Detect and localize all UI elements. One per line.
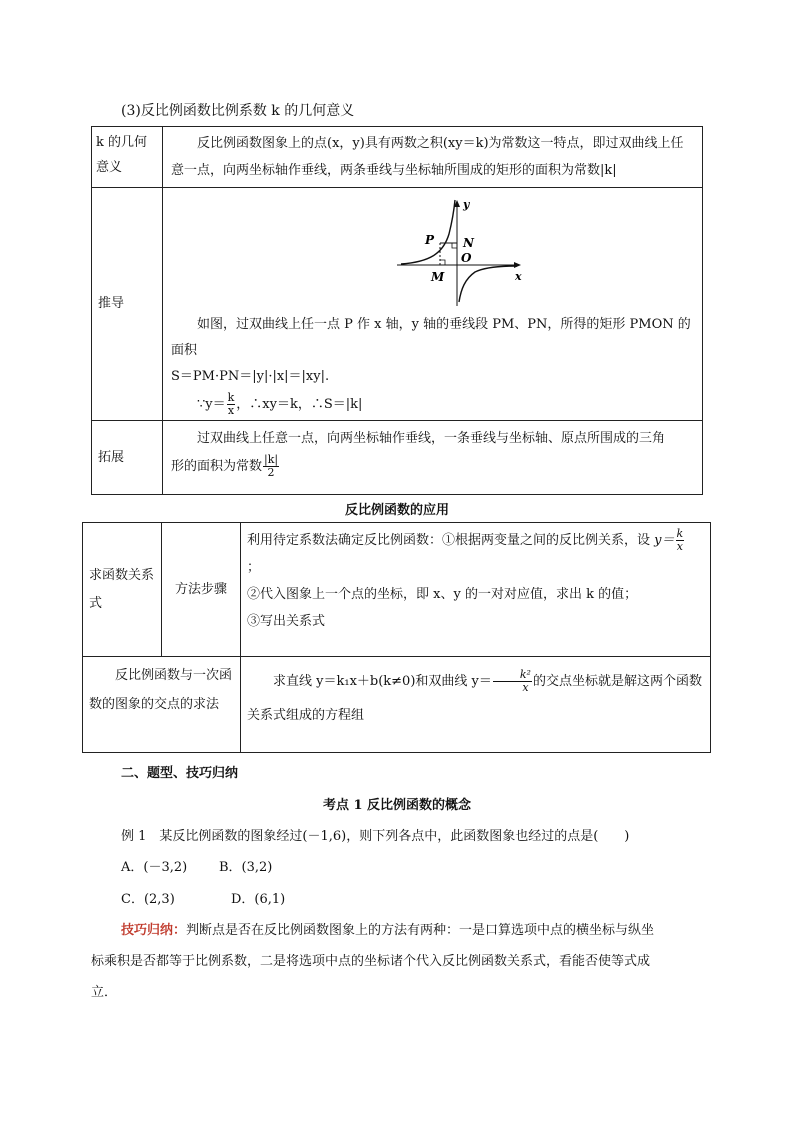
kaodian-title: 考点 1 反比例函数的概念: [322, 798, 472, 813]
steps-line-3: ②代入图象上一个点的坐标，即 x、y 的一对对应值，求出 k 的值；: [247, 587, 638, 602]
fraction-denominator: x: [227, 404, 235, 417]
label-o: O: [461, 251, 472, 265]
derivation-text-3b: ，∴xy＝k，∴S＝|k|: [236, 397, 363, 412]
steps-y-equals: y＝: [654, 533, 675, 548]
label-p: P: [425, 233, 435, 247]
cell-find-function: 求函数关系式: [83, 523, 162, 657]
fraction-abs-k-over-2: [263, 454, 279, 479]
steps-line-1: [247, 527, 704, 554]
tip-line-2: 标乘积是否都等于比例系数，二是将选项中点的坐标诸个代入反比例函数关系式，看能否使等式成: [91, 954, 651, 969]
option-d: D．(6,1): [231, 892, 286, 907]
intersection-line-1b: 的交点坐标就是解这两个函数: [532, 674, 702, 689]
fraction-numerator: k: [676, 527, 684, 540]
fraction-k2-over-x: [493, 669, 532, 694]
fraction-k-over-x-2: [676, 528, 685, 553]
derivation-text-3: [171, 390, 694, 420]
intersection-line-1a: 求直线 y＝k₁x＋b(k≠0)和双曲线 y＝: [273, 674, 492, 689]
row-label-derivation: 推导: [92, 188, 163, 421]
option-c: C．(2,3): [121, 892, 175, 907]
hyperbola-branch-right: [459, 266, 517, 302]
fraction-numerator: |k|: [264, 453, 279, 466]
fraction-numerator: k²: [493, 669, 532, 682]
extension-text-2: [171, 453, 694, 481]
steps-line-1-text: 利用待定系数法确定反比例函数：①根据两变量之间的反比例关系，设: [247, 533, 655, 548]
tip-line-1: [121, 919, 654, 938]
steps-line-4: ③写出关系式: [247, 614, 326, 629]
row-label-geometric-meaning: k 的几何意义: [92, 127, 163, 188]
fraction-denominator: x: [522, 681, 529, 694]
derivation-cell: [163, 188, 703, 421]
example-1: 例 1 某反比例函数的图象经过(－1,6)，则下列各点中，此函数图象也经过的点是( ): [121, 829, 630, 844]
label-x: x: [515, 270, 522, 283]
cell-steps-detail: [241, 523, 711, 657]
derivation-text-3a: ∵y＝: [197, 397, 226, 412]
right-angle-mark-m: [440, 260, 445, 265]
fraction-denominator: x: [676, 540, 683, 553]
extension-cell: [163, 421, 703, 495]
extension-text-2a: 形的面积为常数: [171, 459, 263, 474]
x-axis-arrow: [514, 262, 521, 268]
intersection-line-2: 关系式组成的方程组: [247, 708, 365, 723]
section-title: (3)反比例函数比例系数 k 的几何意义: [121, 103, 355, 119]
fraction-denominator: 2: [267, 466, 275, 479]
label-y: y: [463, 198, 470, 211]
tip-line-1-text: 判断点是否在反比例函数图象上的方法有两种：一是口算选项中点的横坐标与纵坐: [186, 923, 655, 938]
application-table: [82, 522, 711, 753]
fraction-numerator: k: [227, 391, 235, 404]
fraction-k-over-x: [227, 392, 236, 417]
part-two-title: 二、题型、技巧归纳: [121, 766, 239, 781]
intersection-line-1: [247, 665, 704, 699]
hyperbola-branch-left: [401, 200, 455, 264]
cell-intersection-detail: [241, 657, 711, 753]
tip-label: 技巧归纳：: [121, 923, 187, 938]
derivation-text-2: S＝PM·PN＝|y|·|x|＝|xy|.: [171, 369, 330, 384]
label-m: M: [431, 270, 445, 284]
derivation-text-1: 如图，过双曲线上任一点 P 作 x 轴，y 轴的垂线段 PM、PN，所得的矩形 PMON 的面积: [171, 317, 691, 358]
extension-text-1: 过双曲线上任意一点，向两坐标轴作垂线，一条垂线与坐标轴、原点所围成的三角: [197, 431, 666, 446]
right-angle-mark-n: [452, 243, 457, 248]
hyperbola-diagram: [389, 194, 529, 312]
option-b: B．(3,2): [219, 860, 273, 875]
row-label-extension: 拓展: [92, 421, 163, 495]
geometric-meaning-table: [91, 126, 703, 495]
tip-line-3: 立．: [91, 985, 118, 1000]
cell-method-steps: 方法步骤: [162, 523, 241, 657]
option-a: A．(－3,2): [121, 860, 188, 875]
application-title: 反比例函数的应用: [344, 503, 449, 518]
row-text-geometric-meaning: 反比例函数图象上的点(x，y)具有两数之积(xy＝k)为常数这一特点，即过双曲线上任意一点，向两坐标轴作垂线，两条垂线与坐标轴所围成的矩形的面积为常数|k|: [163, 127, 703, 188]
steps-line-2: ；: [247, 560, 261, 575]
label-n: N: [463, 236, 474, 250]
cell-intersection-method: 反比例函数与一次函数的图象的交点的求法: [83, 657, 241, 753]
